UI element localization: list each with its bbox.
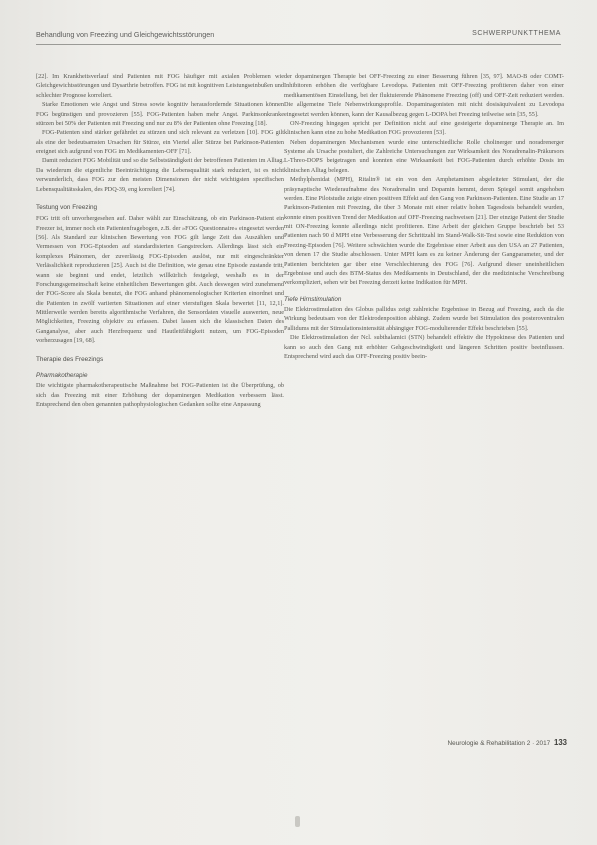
body-paragraph: Damit reduziert FOG Mobilität und so die Selbstständigkeit der betroffenen Patienten im Alltag. Da wiederum die eigentliche Beeinträchtigung die Lebensqualität stark reduziert, ist es nicht verwunderlich, dass FOG zur den meisten Dimensionen der nicht wichtigsten spezifischen Lebensqualitätsskalen, des PDQ-39, eng korreliert [74]. — [36, 157, 284, 193]
body-paragraph: FOG tritt oft unvorhergesehen auf. Daher wählt zur Einschätzung, ob ein Parkinson-Patient ein Freezer ist, immer noch ein Patientenfragebogen, z.B. der »FOG Questionnaire« eingesetzt werden [56]. Als Standard zur klinischen Bewertung von FOG gilt lange Zeit das Auszählen und Vermessen von FOG-Episoden auf standardisierten Gangstrecken. Allerdings lässt sich ein komplexes Phänomen, der zuverlässig FOG-Episoden auslöst, nur mit eingeschränkter Verlässlichkeit reproduzieren [25]. Auch ist die Definition, wie genau eine Episode zustande tritt, wann sie beginnt und endet, letztlich willkürlich festgelegt, weshalb es in der Forschungsgemeinschaft keine einheitlichen Bewertungen gibt. Auch deswegen wird zunehmend der FOG-Score als Skala benutzt, die FOG anhand phänomenologischer Kriterien einordnet und die Patienten in zwölf variierten Situationen auf einer vierstufigen Skala bewertet [11, 12,1]. Mittlerweile werden bereits algorithmische Verfahren, die Sensordaten visuelle auswerten, neue Möglichkeiten, Freezing objektiv zu erfassen. Dabei lassen sich die klassischen Daten des Ganganalyse, aber auch Herzfrequenz und Hautleitfähigkeit nutzen, um FOG-Episoden vorherzusagen [19, 68]. — [36, 215, 284, 345]
body-paragraph: Die Elektrostimulation des Globus pallidus zeigt zahlreiche Ergebnisse in Bezug auf Freezing, auch da die Wirkung bedeutsam von der Elektrodenposition abhängt. Zudem wurde bei Stimulation des posteroventralen Pallidums mit der Stimulationsintensität abhängiger FOG-modulierender Effekt beschrieben [55]. — [284, 306, 564, 332]
binding-mark — [295, 816, 300, 827]
body-paragraph: FOG-Patienten sind stärker gefährdet zu stürzen und sich relevant zu verletzen [10]. FOG gilt als eine der bedeutsamsten Ursachen für Stürze, ein Viertel aller Stürze bei Parkinson-Patienten ereignet sich aufgrund von FOG im Medikamenten-OFF [71]. — [36, 129, 284, 155]
footer-journal: Neurologie & Rehabilitation 2 · 2017 — [447, 740, 551, 747]
header-article-title: Behandlung von Freezing und Gleichgewichtsstörungen — [36, 30, 215, 39]
subsection-heading: Pharmakotherapie — [36, 371, 88, 379]
body-paragraph: Die wichtigste pharmakotherapeutische Maßnahme bei FOG-Patienten ist die Überprüfung, ob sich das Freezing mit einer Erhöhung der dopaminergen Medikation verbessern lässt. Entsprechend den oben genannten pathophysiologischen Gedanken sollte eine Anpassung — [36, 382, 284, 408]
body-paragraph: Die Elektrostimulation der Ncl. subthalamici (STN) behandelt effektiv die Hypokinese des Patienten und kann so auch den Gang mit erhöhter Gehgeschwindigkeit und längeren Schritten positiv beeinflussen. Entsprechend wird auch das OFF-Freezing positiv beein- — [284, 334, 564, 360]
left-text-column — [36, 72, 284, 409]
right-text-column — [284, 72, 564, 361]
body-paragraph: der dopaminergen Therapie bei OFF-Freezing zu einer Besserung führen [35, 97]. MAO-B oder COMT-Inhibitoren erhöhen die verfügbare Levodopa. Patienten mit OFF-Freezing profitieren daher von einer medikamentösen Einstellung, bei der fluktuierende Phänomene Freezing (off) und OFF-Zeit reduziert werden. Die allgemeine Tiefe Nebenwirkungsprofile. Dopaminagonisten mit nicht dosisäquivalent zu Levodopa eingesetzt werden können, kann der Kausalbezug gegen L-DOPA bei Freezing teilweise sein [35, 55]. — [284, 73, 564, 118]
header-section-label: SCHWERPUNKTTHEMA — [472, 30, 561, 37]
subsection-heading: Tiefe Hirnstimulation — [284, 295, 342, 303]
body-paragraph: ON-Freezing hingegen spricht per Definition nicht auf eine gesteigerte dopaminerge Therapie an. Im klinischen kann eine zu hohe Medikation FOG provozieren [53]. — [284, 119, 564, 137]
header-divider — [36, 44, 561, 45]
body-paragraph: Starke Emotionen wie Angst und Stress sowie kognitiv herausfordernde Situationen können FOG begünstigen und provozieren [55]. FOG-Patienten haben mehr Angst. Parkinsonkranke stürzen bei 50% der Patienten mit Freezing und nur zu 8% der Patienten ohne Freezing [18]. — [36, 101, 284, 127]
body-paragraph: Methylphenidat (MPH), Ritalin® ist ein von den Amphetaminen abgeleiteter Stimulant, der die präsynaptische Wiederaufnahme des Noradrenalin und Dopamin hemmt, deren Spiegel somit angehoben werden. Eine Pilotstudie zeigte einen positiven Effekt auf den Gang von Parkinson-Patienten. Eine Studie an 17 Parkinson-Patienten mit Freezing, die über 3 Monate mit einer relativ hohen Tagesdosis behandelt wurden, konnte einen positiven Trend der Medikation auf OFF-Freezing nachweisen [21]. Der einzige Patient der Studie mit ON-Freezing konnte allerdings nicht profitieren. Eine Arbeit der gleichen Gruppe beschrieb bei 53 Patienten nach 90 d MPH eine Verbesserung der Schrittzahl im Stand-Walk-Sit-Test sowie eine Reduktion von Freezing-Episoden [76]. Weitere schwächten wurde die Ergebnisse einer Arbeit aus den USA an 27 Patienten, von denen 17 die Studie abschlossen. Unter MPH kam es zu keiner Änderung der Gangparameter, und der Patienten berichteten gar über eine Verschlechterung des FOG [76]. Aufgrund dieser uneinheitlichen Ergebnisse und auch des BTM-Status des Medikaments in Deutschland, der die medizinische Verschreibung verkompliziert, sehen wir bei Freezing derzeit keine Indikation für MPH. — [284, 176, 564, 287]
running-header — [36, 30, 561, 44]
page-footer — [448, 738, 567, 747]
page-number: 133 — [553, 738, 567, 747]
body-paragraph: [22]. Im Krankheitsverlauf sind Patienten mit FOG häufiger mit axialen Problemen wie Gleichgewichtsstörungen und Dysarthrie betroffen. FOG ist mit kognitiven Leistungseinbußen und schlechter Prognose korreliert. — [36, 73, 284, 99]
section-heading: Testung von Freezing — [36, 203, 98, 211]
body-paragraph: Neben dopaminergen Mechanismen wurde eine unterschiedliche Rolle cholinerger und noradrenerger Systeme als Ursache postuliert, die Zahlreiche Untersuchungen zur Wirksamkeit des Noradrenalin-Präkursors L-Threo-DOPS beigetragen und konnten eine Wirksamkeit bei FOG-Patienten durch erhöhte Dosis im klinischen Alltag belegen. — [284, 138, 564, 174]
section-heading: Therapie des Freezings — [36, 355, 104, 363]
